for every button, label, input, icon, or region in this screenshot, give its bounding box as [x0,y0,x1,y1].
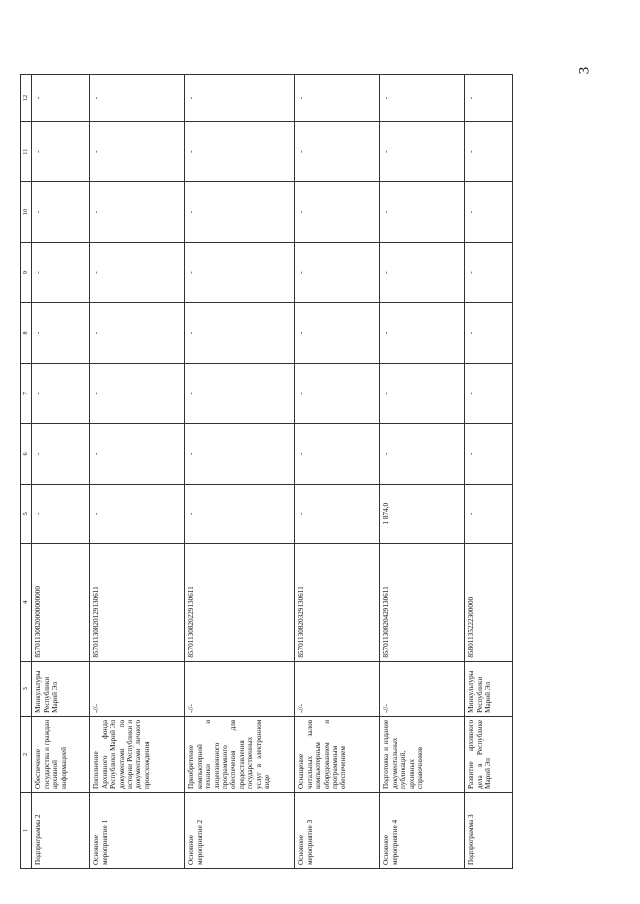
name-cell: Развитие архивного дела в Республике Марий Эл [465,716,513,792]
executor-cell: Минкультуры Республики Марий Эл [465,661,513,716]
executor-cell: Минкультуры Республики Марий Эл [32,661,90,716]
value-cell: - [185,75,295,122]
value-cell: - [465,484,513,543]
value-cell: - [465,242,513,302]
status-cell: Основное мероприятие 2 [185,792,295,868]
code-cell: 85701130820429130611 [380,543,465,661]
name-cell: Подготовка и издание документальных публикаций, архивных справочников [380,716,465,792]
header-row [21,75,32,869]
value-cell: - [32,75,90,122]
executor-cell: -//- [90,661,185,716]
value-cell: - [380,363,465,423]
col-header: 11 [21,122,32,182]
value-cell: - [185,363,295,423]
value-cell: - [295,303,380,363]
table-row [295,75,380,869]
executor-cell: -//- [185,661,295,716]
col-header: 2 [21,716,32,792]
status-cell: Подпрограмма 2 [32,792,90,868]
value-cell: - [465,303,513,363]
program-table [20,74,513,869]
value-cell: - [90,242,185,302]
table-row [185,75,295,869]
value-cell: - [465,363,513,423]
col-header: 8 [21,303,32,363]
value-cell: - [295,75,380,122]
value-cell: - [380,242,465,302]
value-cell: - [90,182,185,242]
value-cell: - [32,122,90,182]
value-cell: - [90,363,185,423]
table-row [32,75,90,869]
executor-cell: -//- [380,661,465,716]
col-header: 12 [21,75,32,122]
value-cell: - [185,122,295,182]
code-cell: 85701130820229130611 [185,543,295,661]
value-cell: - [380,303,465,363]
col-header: 7 [21,363,32,423]
value-cell: - [295,182,380,242]
code-cell: 85701130820000000000 [32,543,90,661]
value-cell: - [185,484,295,543]
table-row [465,75,513,869]
value-cell: - [32,242,90,302]
value-cell: - [32,424,90,484]
value-cell: - [295,122,380,182]
value-cell: - [295,424,380,484]
value-cell: - [32,303,90,363]
name-cell: Пополнение Архивного фонда Республики Марий Эл документами по истории Республики и документами личного происхождения [90,716,185,792]
col-header: 3 [21,661,32,716]
value-cell: - [380,122,465,182]
value-cell: - [380,75,465,122]
value-cell: - [295,484,380,543]
value-cell: - [32,182,90,242]
value-cell: - [32,484,90,543]
table-row [380,75,465,869]
table-body [32,75,513,869]
value-cell: - [380,424,465,484]
name-cell: Обеспечение государства и граждан архивной информацией [32,716,90,792]
value-cell: 1 874,0 [380,484,465,543]
col-header: 9 [21,242,32,302]
value-cell: - [185,182,295,242]
value-cell: - [90,303,185,363]
value-cell: - [295,242,380,302]
col-header: 10 [21,182,32,242]
col-header: 5 [21,484,32,543]
value-cell: - [465,424,513,484]
value-cell: - [465,75,513,122]
status-cell: Основное мероприятие 3 [295,792,380,868]
executor-cell: -//- [295,661,380,716]
name-cell: Оснащение читальных залов компьютерным оборудованием и программным обеспечением [295,716,380,792]
name-cell: Приобретение компьютерной техники и лицензионного программного обеспечения для предоставления государственных услуг в электронном виде [185,716,295,792]
code-cell: 85801135222300000 [465,543,513,661]
table-row [90,75,185,869]
value-cell: - [185,424,295,484]
code-cell: 85701130820129130611 [90,543,185,661]
col-header: 6 [21,424,32,484]
status-cell: Основное мероприятие 4 [380,792,465,868]
code-cell: 85701130820329130611 [295,543,380,661]
value-cell: - [465,122,513,182]
value-cell: - [185,242,295,302]
page-number: 3 [576,66,593,75]
value-cell: - [90,122,185,182]
value-cell: - [295,363,380,423]
value-cell: - [90,75,185,122]
col-header: 1 [21,792,32,868]
col-header: 4 [21,543,32,661]
value-cell: - [32,363,90,423]
status-cell: Основное мероприятие 1 [90,792,185,868]
value-cell: - [380,182,465,242]
value-cell: - [185,303,295,363]
value-cell: - [90,484,185,543]
rotated-table-container [20,74,530,869]
value-cell: - [90,424,185,484]
value-cell: - [465,182,513,242]
status-cell: Подпрограмма 3 [465,792,513,868]
